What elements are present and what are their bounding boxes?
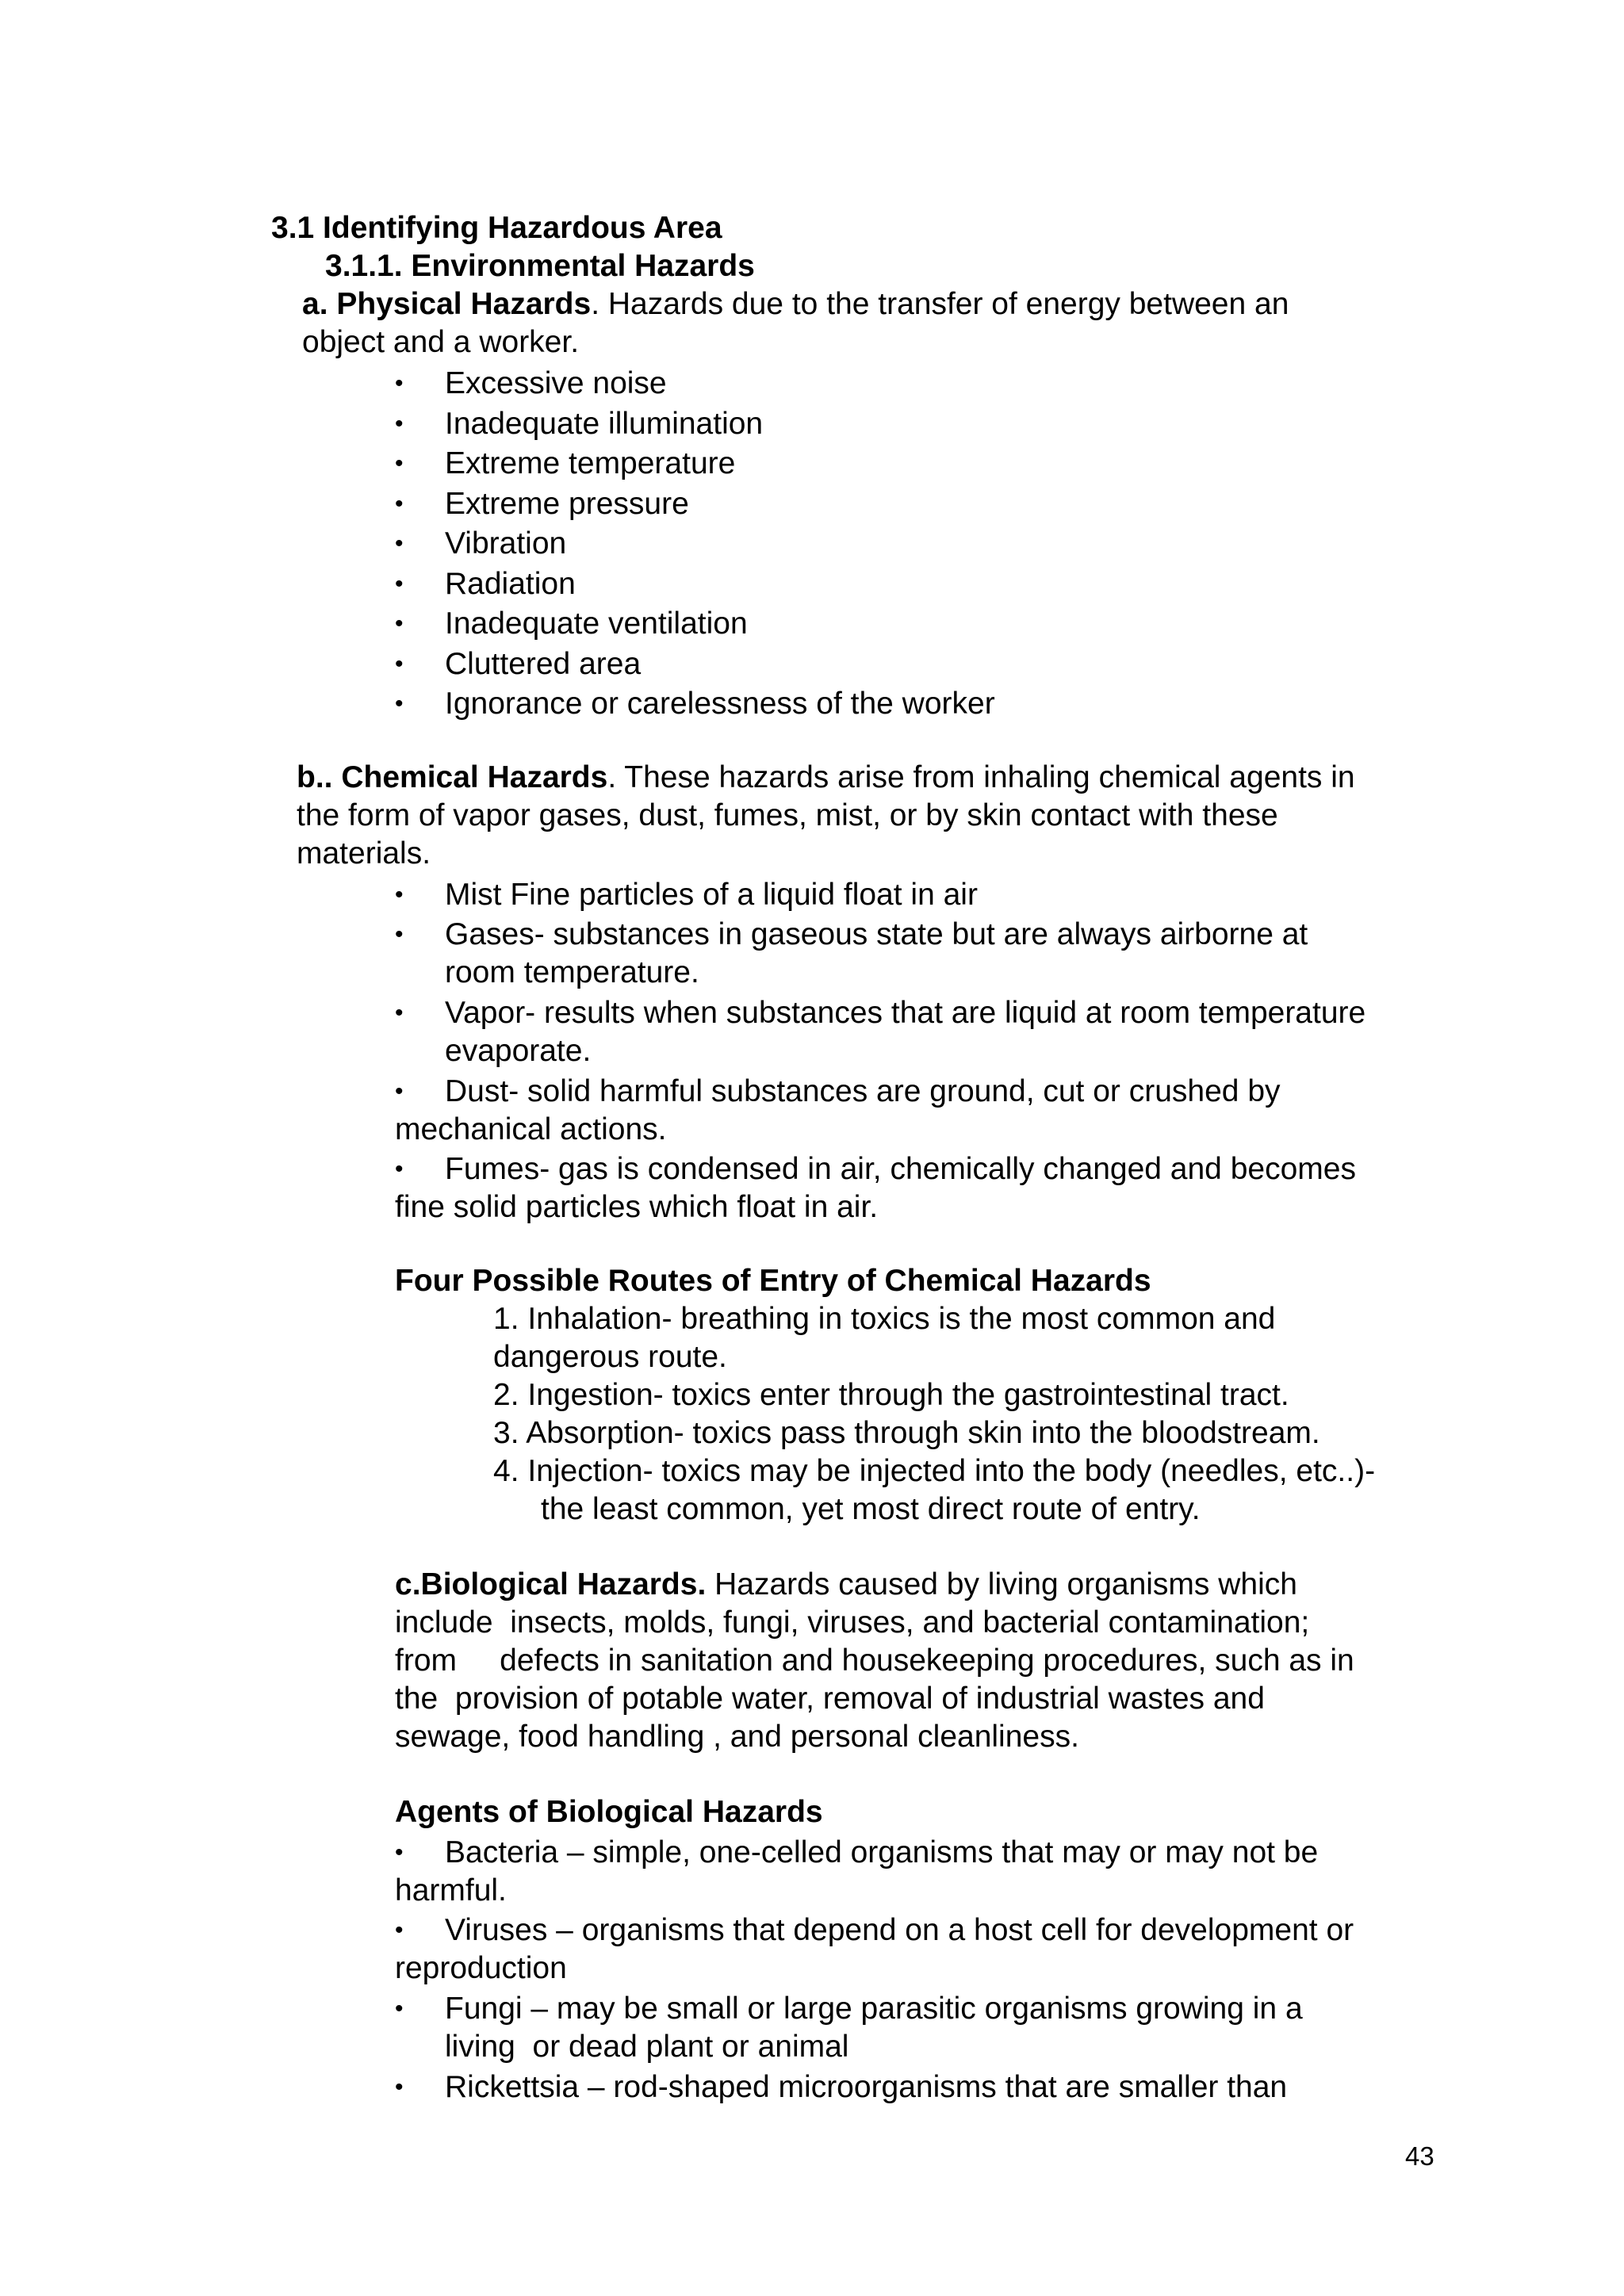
- bullet-icon: •: [395, 530, 404, 557]
- list-item-continuation: harmful.: [395, 1873, 507, 1908]
- bullet-icon: •: [395, 571, 404, 597]
- chemical-intro-line3: materials.: [297, 836, 431, 871]
- chemical-heading: Chemical Hazards: [341, 760, 608, 794]
- list-item: Vapor- results when substances that are liquid at room temperature: [445, 996, 1366, 1030]
- list-item: Gases- substances in gaseous state but are always airborne at: [445, 917, 1308, 951]
- list-item-continuation: living or dead plant or animal: [445, 2030, 849, 2064]
- numbered-item: 2. Ingestion- toxics enter through the gastrointestinal tract.: [493, 1378, 1289, 1412]
- biological-line5: sewage, food handling , and personal cleanliness.: [395, 1720, 1079, 1754]
- list-item: Vibration: [445, 526, 567, 561]
- list-item-continuation: evaporate.: [445, 1034, 592, 1068]
- chemical-intro-line2: the form of vapor gases, dust, fumes, mist, or by skin contact with these: [297, 798, 1278, 832]
- biological-line2: include insects, molds, fungi, viruses, and bacterial contamination;: [395, 1605, 1310, 1640]
- section-title: 3.1 Identifying Hazardous Area: [271, 211, 722, 245]
- list-item: Mist Fine particles of a liquid float in air: [445, 878, 978, 912]
- agents-heading: Agents of Biological Hazards: [395, 1795, 823, 1829]
- bullet-icon: •: [395, 1996, 404, 2022]
- routes-heading: Four Possible Routes of Entry of Chemical Hazards: [395, 1264, 1151, 1298]
- biological-line3: from defects in sanitation and housekeeping procedures, such as in: [395, 1644, 1354, 1678]
- list-item-continuation: fine solid particles which float in air.: [395, 1190, 879, 1224]
- numbered-item: 1. Inhalation- breathing in toxics is the most common and: [493, 1302, 1276, 1336]
- bullet-icon: •: [395, 411, 404, 437]
- list-item: Excessive noise: [445, 366, 667, 400]
- list-item: Bacteria – simple, one-celled organisms that may or may not be: [445, 1835, 1319, 1869]
- biological-line4: the provision of potable water, removal of industrial wastes and: [395, 1682, 1265, 1716]
- list-item: Inadequate ventilation: [445, 607, 748, 641]
- page-number: 43: [1405, 2141, 1434, 2171]
- list-item: Dust- solid harmful substances are ground, cut or crushed by: [445, 1074, 1281, 1108]
- bullet-icon: •: [395, 450, 404, 476]
- bullet-icon: •: [395, 882, 404, 908]
- list-item: Extreme temperature: [445, 446, 736, 480]
- biological-intro: [395, 1566, 1297, 1603]
- bullet-icon: •: [395, 370, 404, 396]
- list-item: Fungi – may be small or large parasitic organisms growing in a: [445, 1992, 1303, 2026]
- numbered-item: 4. Injection- toxics may be injected into the body (needles, etc..)-: [493, 1454, 1376, 1488]
- numbered-item-continuation: the least common, yet most direct route of entry.: [541, 1492, 1201, 1526]
- list-item-continuation: reproduction: [395, 1951, 567, 1985]
- chemical-prefix: b..: [297, 760, 342, 794]
- list-item-continuation: room temperature.: [445, 955, 699, 989]
- physical-intro: [302, 285, 1289, 323]
- list-item-continuation: mechanical actions.: [395, 1112, 667, 1146]
- numbered-item: 3. Absorption- toxics pass through skin into the bloodstream.: [493, 1416, 1320, 1450]
- bullet-icon: •: [395, 1000, 404, 1026]
- chemical-intro-line1: . These hazards arise from inhaling chemical agents in: [607, 760, 1355, 794]
- biological-line1: Hazards caused by living organisms which: [706, 1567, 1297, 1601]
- list-item: Radiation: [445, 567, 576, 601]
- list-item: Fumes- gas is condensed in air, chemically changed and becomes: [445, 1152, 1356, 1186]
- physical-heading: a. Physical Hazards: [302, 287, 592, 321]
- numbered-item-continuation: dangerous route.: [493, 1340, 727, 1374]
- physical-intro-line2: object and a worker.: [302, 325, 580, 359]
- list-item: Inadequate illumination: [445, 407, 764, 441]
- list-item: Cluttered area: [445, 647, 642, 681]
- list-item: Viruses – organisms that depend on a host cell for development or: [445, 1913, 1354, 1947]
- bullet-icon: •: [395, 691, 404, 717]
- bullet-icon: •: [395, 1078, 404, 1104]
- list-item: Ignorance or carelessness of the worker: [445, 687, 995, 721]
- bullet-icon: •: [395, 651, 404, 677]
- bullet-icon: •: [395, 491, 404, 517]
- bullet-icon: •: [395, 921, 404, 947]
- bullet-icon: •: [395, 1917, 404, 1943]
- physical-intro-line1: . Hazards due to the transfer of energy between an: [591, 287, 1289, 321]
- list-item: Rickettsia – rod-shaped microorganisms that are smaller than: [445, 2070, 1288, 2104]
- bullet-icon: •: [395, 610, 404, 637]
- subsection-title: 3.1.1. Environmental Hazards: [325, 249, 755, 283]
- bullet-icon: •: [395, 1839, 404, 1866]
- bullet-icon: •: [395, 1156, 404, 1182]
- bullet-icon: •: [395, 2074, 404, 2100]
- list-item: Extreme pressure: [445, 487, 689, 521]
- chemical-intro: [297, 759, 1355, 796]
- biological-heading: c.Biological Hazards.: [395, 1567, 707, 1601]
